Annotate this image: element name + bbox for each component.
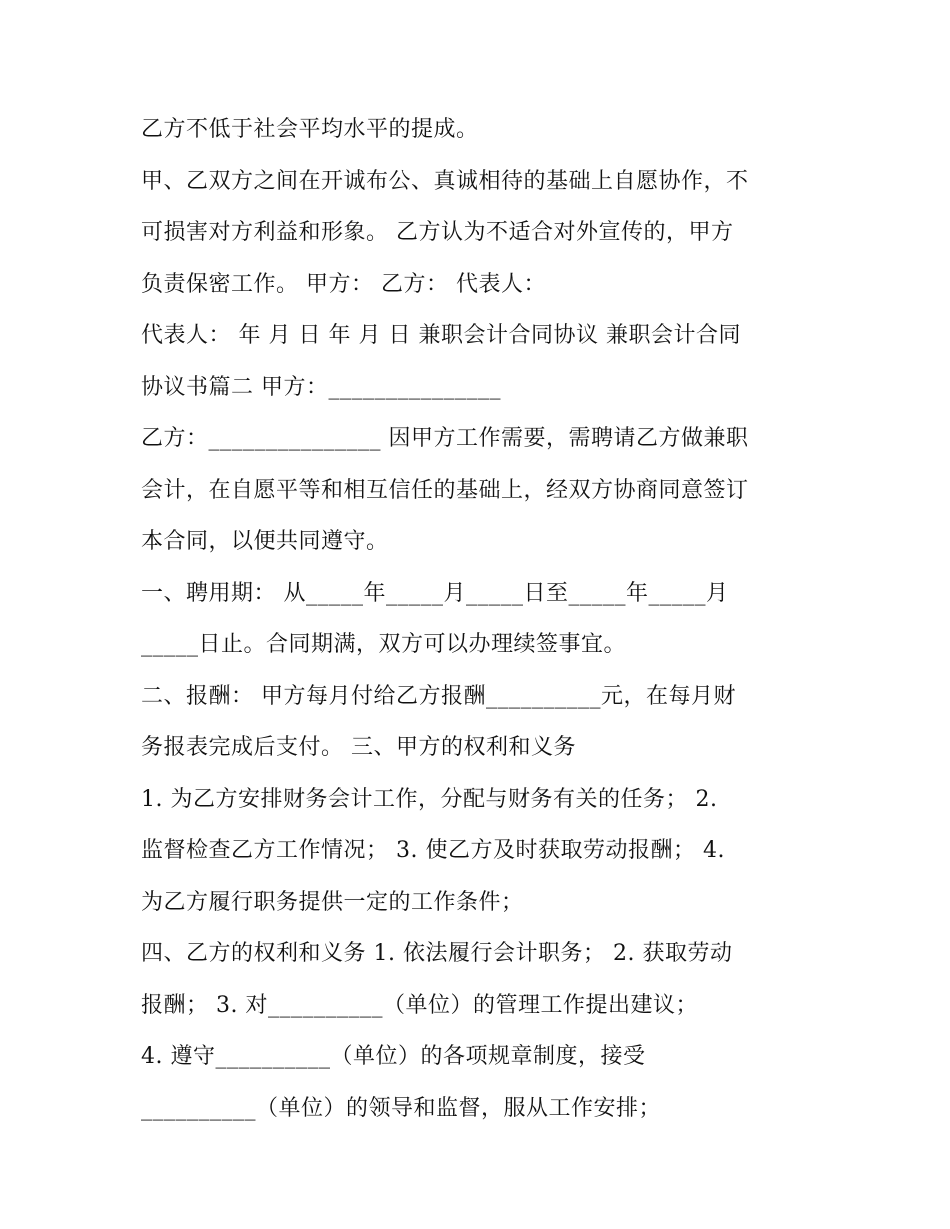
text-line-5: 代表人： 年 月 日 年 月 日 兼职会计合同协议 兼职会计合同 [141, 323, 741, 348]
text-line-20: __________（单位）的领导和监督，服从工作安排； [141, 1095, 662, 1121]
text-line-9: 本合同，以便共同遵守。 [141, 529, 389, 554]
text-line-7: 乙方：_______________ 因甲方工作需要，需聘请乙方做兼职 [141, 426, 749, 451]
contract-body-text [141, 110, 821, 1140]
text-line-1: 乙方不低于社会平均水平的提成。 [141, 117, 479, 142]
text-line-4: 负责保密工作。 甲方： 乙方： 代表人： [141, 271, 546, 297]
text-line-14: 1. 为乙方安排财务会计工作，分配与财务有关的任务； 2. [141, 786, 718, 812]
text-line-3: 可损害对方利益和形象。 乙方认为不适合对外宣传的，甲方 [141, 220, 734, 245]
text-line-19: 4. 遵守__________（单位）的各项规章制度，接受 [141, 1044, 646, 1069]
text-line-11: _____日止。合同期满，双方可以办理续签事宜。 [141, 632, 627, 657]
text-line-16: 为乙方履行职务提供一定的工作条件； [141, 889, 524, 915]
text-line-8: 会计，在自愿平等和相互信任的基础上，经双方协商同意签订 [141, 477, 749, 503]
text-line-15: 监督检查乙方工作情况； 3. 使乙方及时获取劳动报酬； 4. [141, 838, 725, 863]
text-line-12: 二、报酬： 甲方每月付给乙方报酬__________元，在每月财 [141, 683, 736, 709]
text-line-2: 甲、乙双方之间在开诚布公、真诚相待的基础上自愿协作，不 [141, 168, 749, 194]
text-line-13: 务报表完成后支付。 三、甲方的权利和义务 [141, 735, 576, 760]
text-line-10: 一、聘用期： 从_____年_____月_____日至_____年_____月 [141, 580, 729, 606]
text-line-6: 协议书篇二 甲方：_______________ [141, 374, 501, 400]
text-line-17: 四、乙方的权利和义务 1. 依法履行会计职务； 2. 获取劳动 [141, 941, 733, 966]
text-line-18: 报酬； 3. 对__________（单位）的管理工作提出建议； [141, 992, 698, 1018]
